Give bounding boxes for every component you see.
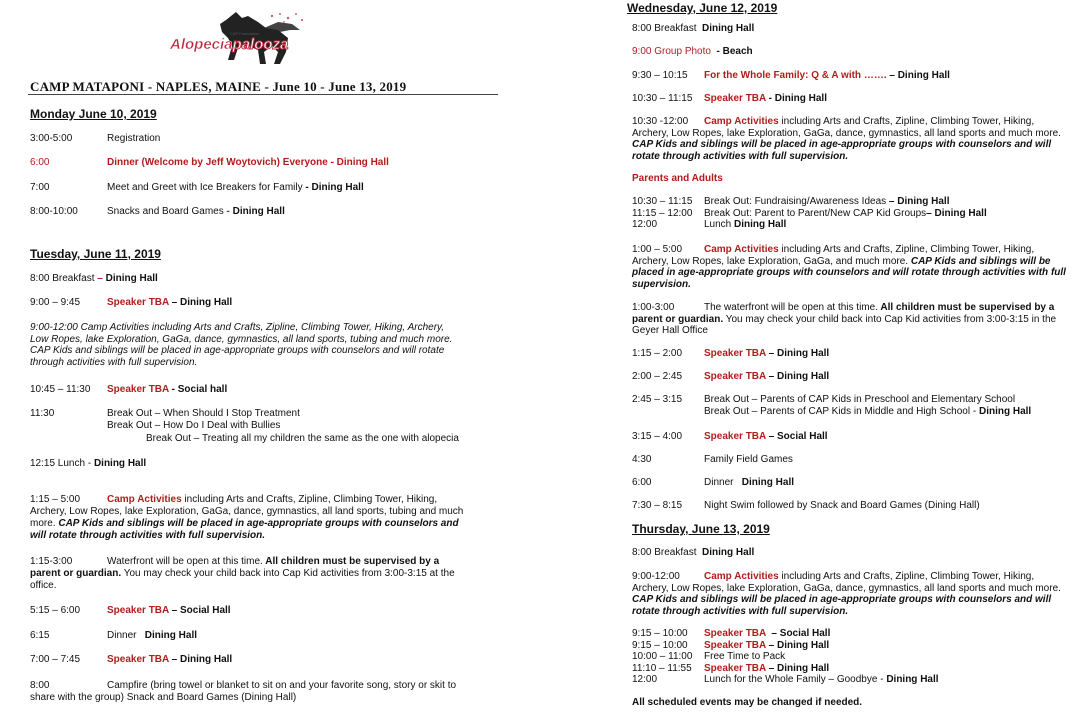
time: 9:00-12:00 — [632, 571, 680, 582]
time: 8:00 — [30, 680, 50, 691]
event: 8:00 Breakfast — [632, 547, 703, 558]
wednesday-heading: Wednesday, June 12, 2019 — [627, 1, 778, 15]
time: 6:00 — [30, 157, 50, 168]
event: 8:00 Breakfast — [30, 273, 95, 284]
tuesday-camp-line-4: through activities with full supervision. — [30, 356, 198, 368]
event: For the Whole Family: Q & A with ……. — [704, 70, 887, 81]
camp-title: CAMP MATAPONI - NAPLES, MAINE - June 10 - June 13, 2019 — [30, 79, 407, 94]
location: – Dining Hall — [886, 196, 950, 207]
time: 2:00 – 2:45 — [632, 371, 683, 382]
location: - Dining Hall — [765, 93, 827, 104]
speaker-label: Speaker TBA — [107, 654, 169, 665]
time: 10:30 – 11:15 — [632, 196, 693, 207]
activity-label: Camp Activities — [704, 244, 779, 255]
tuesday-camp-line-1: 9:00-12:00 Camp Activities including Arts and Crafts, Zipline, Climbing Tower, Hiking, Archery, — [30, 322, 445, 333]
location: – Dining Hall — [886, 70, 950, 81]
event: Waterfront will be open at this time. — [107, 556, 263, 567]
event-emphasis: CAP Kids and siblings will be — [910, 255, 1051, 267]
location: - Dining Hall — [302, 182, 364, 193]
location: Dining Hall — [144, 630, 198, 641]
time: 7:30 – 8:15 — [632, 500, 683, 511]
location: Dining Hall — [978, 405, 1032, 417]
speaker-label: Speaker TBA — [704, 639, 766, 651]
event: including Arts and Crafts, Zipline, Climbing Tower, Hiking, — [181, 494, 438, 505]
wednesday-camp2-line-4: supervision. — [632, 278, 691, 290]
time: 2:45 – 3:15 — [632, 394, 683, 405]
thursday-camp-line-3: CAP Kids and siblings will be placed in age-appropriate groups with counselors and will — [632, 594, 1052, 605]
event: Break Out – Parents of CAP Kids in Preschool and Elementary School — [704, 394, 1016, 405]
wednesday-camp1-line-2: Archery, Low Ropes, lake Exploration, GaGa, dance, gymnastics, all land sports and much more. — [632, 127, 1061, 139]
event-emphasis: parent or guardian. — [632, 313, 724, 325]
tuesday-heading: Tuesday, June 11, 2019 — [30, 247, 161, 261]
tuesday-campfire-line-2: share with the group) Snack and Board Games (Dining Hall) — [30, 692, 297, 703]
tuesday-waterfront-line-2 — [30, 568, 455, 580]
wednesday-waterfront-line-2 — [632, 314, 1056, 326]
event: 8:00 Breakfast — [632, 23, 703, 34]
location: – Dining Hall — [765, 639, 830, 651]
event: Archery, Low Ropes, lake Exploration, GaGa, and much more. — [632, 255, 911, 267]
time: 1:15-3:00 — [30, 556, 73, 567]
wednesday-breakfast — [632, 23, 754, 35]
location: – Dining Hall — [168, 654, 233, 665]
logo-word-alope: Alopecia — [170, 36, 233, 53]
location: Dining Hall — [702, 23, 755, 34]
tuesday-camp2-line-3 — [30, 518, 459, 530]
speaker-label: Speaker TBA — [107, 605, 169, 616]
wednesday-camp1-line-3: CAP Kids and siblings will be placed in age-appropriate groups with counselors and will — [632, 139, 1052, 150]
wednesday-group-photo — [632, 46, 753, 58]
event: You may check your child back into Cap Kid activities from 3:00-3:15 in the — [723, 313, 1057, 325]
event: including Arts and Crafts, Zipline, Climbing Tower, Hiking, — [778, 571, 1035, 582]
event: Registration — [107, 133, 161, 144]
wednesday-parents-heading: Parents and Adults — [632, 173, 723, 184]
speaker-label: Speaker TBA — [704, 431, 766, 442]
location: – Social Hall — [765, 628, 831, 639]
event-emphasis: parent or guardian. — [30, 568, 122, 579]
time: 3:00-5:00 — [30, 133, 73, 144]
time: 9:30 – 10:15 — [632, 70, 688, 81]
time: 10:45 – 11:30 — [30, 384, 91, 395]
event-emphasis: All children must be supervised by a — [262, 556, 440, 567]
location: - Beach — [710, 46, 753, 57]
tuesday-camp-line-3: CAP Kids and siblings will be placed in age-appropriate groups with counselors and will rotate — [30, 345, 445, 356]
location: – Dining Hall — [765, 348, 830, 359]
time: 9:15 – 10:00 — [632, 639, 688, 651]
event: Break Out: Parent to Parent/New CAP Kid Groups — [704, 207, 927, 219]
event: Dinner — [704, 477, 742, 488]
location: Dining Hall — [105, 273, 158, 284]
event: Dinner — [107, 630, 145, 641]
time: 3:15 – 4:00 — [632, 431, 683, 442]
thursday-heading: Thursday, June 13, 2019 — [632, 522, 770, 536]
thursday-breakfast — [632, 547, 754, 559]
location: - Dining Hall — [327, 157, 389, 168]
location: Dining Hall — [734, 219, 787, 230]
event: Lunch — [704, 219, 735, 230]
time: 1:00 – 5:00 — [632, 244, 683, 255]
event: Campfire (bring towel or blanket to sit on and your favorite song, story or skit to — [107, 680, 457, 691]
event: Break Out – Parents of CAP Kids in Middle and High School - — [704, 405, 979, 417]
tuesday-camp-line-2: Low Ropes, lake Exploration, GaGa, dance, gymnastics, all land sports, tubing and much more. — [30, 333, 453, 345]
event: Break Out: Fundraising/Awareness Ideas — [704, 196, 887, 207]
location: Dining Hall — [886, 674, 939, 685]
svg-text:Alopeciapalooza — [169, 36, 288, 53]
location: Dining Hall — [741, 477, 795, 488]
time: 10:00 – 11:00 — [632, 651, 693, 662]
activity-label: Camp Activities — [704, 571, 779, 582]
monday-heading: Monday June 10, 2019 — [30, 107, 157, 121]
wednesday-camp2-line-3: placed in age-appropriate groups with counselors and will rotate through activities with full — [632, 267, 1066, 278]
speaker-label: Speaker TBA — [704, 93, 766, 104]
tuesday-camp2-line-2: Archery, Low Ropes, lake Exploration, GaGa, dance, gymnastics, all land sports, tubing and much — [30, 506, 464, 517]
time: 11:15 – 12:00 — [632, 207, 693, 219]
wednesday-camp2-line-2 — [632, 256, 1051, 268]
time: 1:15 – 5:00 — [30, 494, 81, 505]
event: 9:00 Group Photo — [632, 46, 711, 57]
tuesday-waterfront-line-3: office. — [30, 580, 57, 591]
location: – Dining Hall — [765, 662, 830, 674]
dash: – — [94, 273, 106, 284]
time: 10:30 -12:00 — [632, 116, 689, 127]
event: more. — [30, 518, 59, 529]
time: 1:15 – 2:00 — [632, 348, 683, 359]
time: 9:00 – 9:45 — [30, 297, 81, 308]
thursday-camp-line-4: rotate through activities with full supervision. — [632, 605, 849, 617]
speaker-label: Speaker TBA — [107, 384, 169, 395]
event: 12:15 Lunch - — [30, 458, 94, 469]
thursday-camp-line-2: Archery, Low Ropes, lake Exploration, GaGa, dance, gymnastics, all land sports and much more. — [632, 582, 1061, 594]
tuesday-camp2-line-4: will rotate through activities with full supervision. — [30, 530, 266, 541]
event: Lunch for the Whole Family – Goodbye - — [704, 674, 887, 685]
location: - Social hall — [168, 384, 228, 395]
event-emphasis: All children must be supervised by a — [877, 302, 1055, 313]
event: Break Out – Treating all my children the same as the one with alopecia — [146, 432, 459, 444]
event: including Arts and Crafts, Zipline, Climbing Tower, Hiking, — [778, 116, 1035, 127]
event: Break Out – How Do I Deal with Bullies — [107, 420, 281, 431]
time: 12:00 — [632, 674, 658, 685]
speaker-label: Speaker TBA — [704, 371, 766, 382]
event: Snacks and Board Games — [107, 206, 224, 217]
time: 11:30 — [30, 408, 55, 419]
location: – Dining Hall — [168, 297, 233, 308]
time: 11:10 – 11:55 — [632, 662, 692, 674]
location: – Social Hall — [765, 431, 828, 442]
time: 6:00 — [632, 477, 652, 488]
event-emphasis: CAP Kids and siblings will be placed in age-appropriate groups with counselors and — [58, 518, 459, 529]
footer-note: All scheduled events may be changed if needed. — [632, 697, 863, 708]
time: 7:00 – 7:45 — [30, 654, 81, 665]
speaker-label: Speaker TBA — [704, 628, 766, 639]
speaker-label: Speaker TBA — [704, 348, 766, 359]
location: Dining Hall — [232, 206, 285, 217]
time: 1:00-3:00 — [632, 302, 675, 313]
event: including Arts and Crafts, Zipline, Climbing Tower, Hiking, — [778, 244, 1035, 255]
activity-label: Camp Activities — [704, 116, 779, 127]
location: – Dining Hall — [926, 207, 987, 219]
speaker-label: Speaker TBA — [704, 662, 766, 674]
time: 5:15 – 6:00 — [30, 605, 81, 616]
tuesday-lunch — [30, 458, 146, 470]
logo-small-text: CAP Foundation — [230, 31, 260, 36]
event: Night Swim followed by Snack and Board Games (Dining Hall) — [704, 500, 980, 511]
tuesday-breakfast — [30, 273, 158, 285]
alopecia-palooza-logo — [168, 8, 318, 68]
logo-word-palooza: palooza — [232, 36, 289, 53]
time: 8:00-10:00 — [30, 206, 78, 217]
location: – Social Hall — [168, 605, 231, 616]
location: – Dining Hall — [765, 371, 830, 382]
time: 6:15 — [30, 630, 50, 641]
event: Break Out – When Should I Stop Treatment — [107, 408, 300, 419]
time: 12:00 — [632, 219, 658, 230]
event: Dinner (Welcome by Jeff Woytovich) Everyone — [107, 157, 328, 168]
time: 9:15 – 10:00 — [632, 628, 688, 639]
time: 10:30 – 11:15 — [632, 93, 693, 104]
wednesday-camp1-line-4: rotate through activities with full supervision. — [632, 150, 849, 162]
event: The waterfront will be open at this time. — [704, 302, 878, 313]
event: Family Field Games — [704, 454, 793, 465]
activity-label: Camp Activities — [107, 494, 182, 505]
event: Free Time to Pack — [704, 651, 786, 662]
location: Dining Hall — [93, 458, 147, 469]
event: You may check your child back into Cap Kid activities from 3:00-3:15 at the — [121, 568, 455, 579]
title-divider — [28, 94, 498, 95]
event: Meet and Greet with Ice Breakers for Family — [107, 182, 303, 193]
wednesday-waterfront-line-3: Geyer Hall Office — [632, 325, 708, 336]
dash: - — [223, 206, 233, 217]
time: 4:30 — [632, 454, 652, 465]
time: 7:00 — [30, 182, 50, 193]
location: Dining Hall — [702, 547, 755, 558]
speaker-label: Speaker TBA — [107, 297, 169, 308]
